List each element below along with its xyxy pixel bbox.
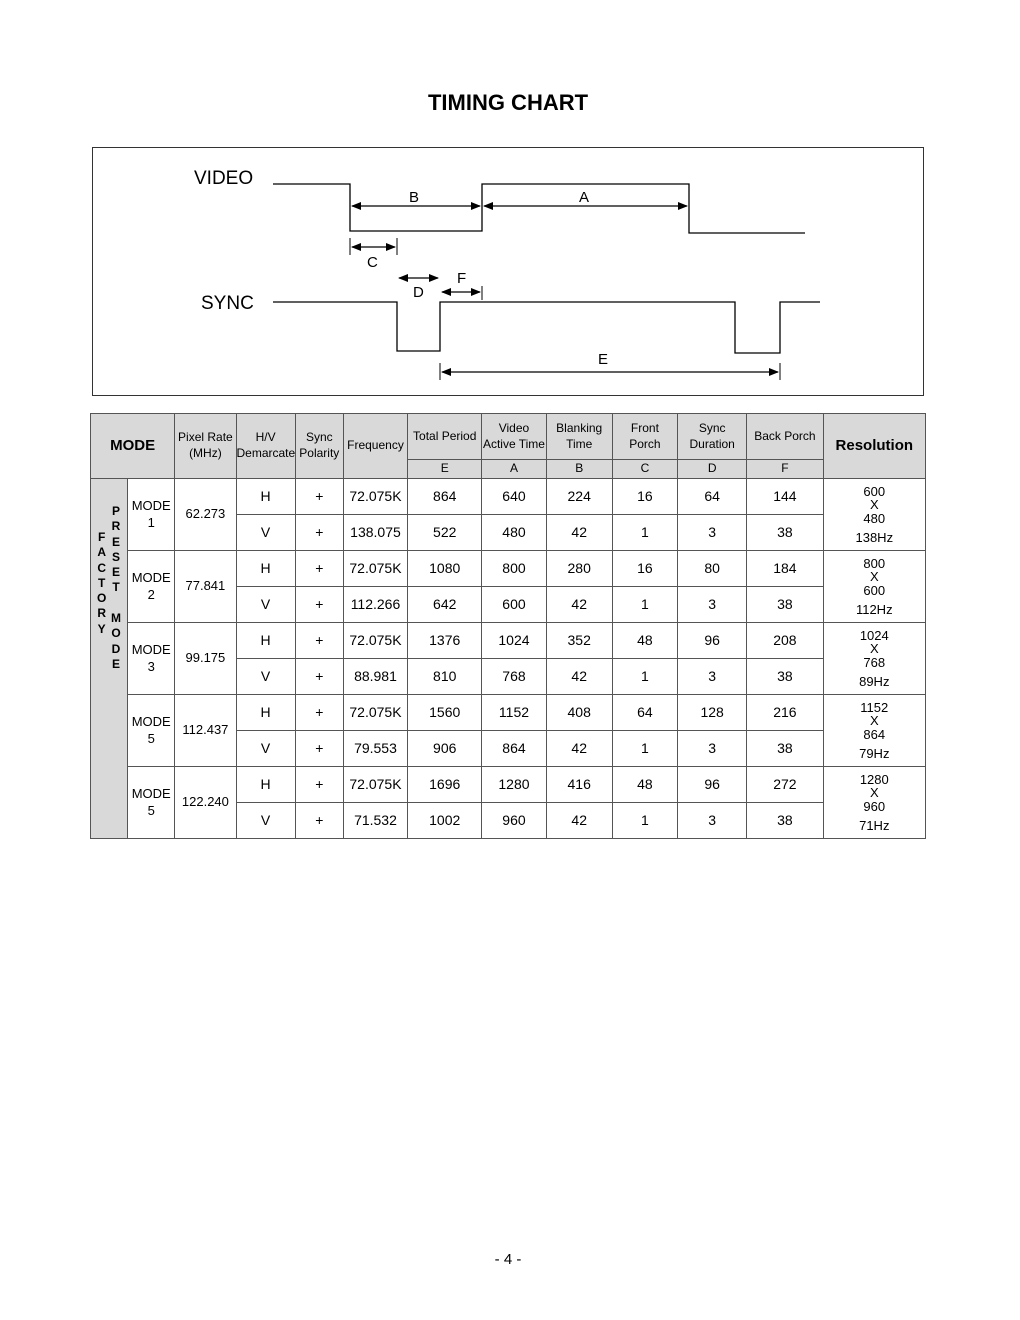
back-porch: 184: [747, 551, 823, 587]
pixel-rate: 112.437: [175, 695, 236, 767]
total-period: 642: [408, 587, 482, 623]
hv-label: H: [236, 695, 295, 731]
mode-name: MODE 5: [128, 695, 175, 767]
active-time: 1152: [482, 695, 546, 731]
front-porch: 48: [612, 623, 677, 659]
code-total: E: [408, 460, 482, 479]
front-porch: 1: [612, 731, 677, 767]
mode-name: MODE 3: [128, 623, 175, 695]
marker-f: F: [457, 270, 467, 287]
hv-label: V: [236, 731, 295, 767]
code-active: A: [482, 460, 546, 479]
sync-label: SYNC: [201, 293, 254, 314]
code-sync: D: [678, 460, 747, 479]
header-total-period: Total Period: [408, 414, 482, 460]
sync-duration: 3: [678, 803, 747, 839]
total-period: 1560: [408, 695, 482, 731]
timing-table: [90, 413, 926, 839]
back-porch: 38: [747, 587, 823, 623]
page-title: TIMING CHART: [427, 90, 589, 115]
back-porch: 144: [747, 479, 823, 515]
front-porch: 48: [612, 767, 677, 803]
blanking-time: 408: [546, 695, 612, 731]
polarity: +: [295, 515, 343, 551]
blanking-time: 352: [546, 623, 612, 659]
blanking-time: 224: [546, 479, 612, 515]
header-back-porch: Back Porch: [747, 414, 823, 460]
active-time: 768: [482, 659, 546, 695]
polarity: +: [295, 767, 343, 803]
blanking-time: 42: [546, 515, 612, 551]
sync-duration: 96: [678, 767, 747, 803]
back-porch: 38: [747, 803, 823, 839]
timing-diagram: [92, 147, 924, 396]
active-time: 640: [482, 479, 546, 515]
total-period: 522: [408, 515, 482, 551]
frequency: 72.075K: [343, 695, 407, 731]
polarity: +: [295, 803, 343, 839]
header-resolution: Resolution: [823, 414, 925, 479]
blanking-time: 42: [546, 731, 612, 767]
resolution: 1152 X 864 79Hz: [823, 695, 925, 767]
table-row: [91, 551, 926, 587]
sync-duration: 64: [678, 479, 747, 515]
sync-duration: 3: [678, 659, 747, 695]
mode-name: MODE 1: [128, 479, 175, 551]
blanking-time: 416: [546, 767, 612, 803]
blanking-time: 42: [546, 803, 612, 839]
polarity: +: [295, 623, 343, 659]
polarity: +: [295, 695, 343, 731]
header-sync-duration: Sync Duration: [678, 414, 747, 460]
resolution: 1280 X 960 71Hz: [823, 767, 925, 839]
front-porch: 1: [612, 515, 677, 551]
frequency: 72.075K: [343, 551, 407, 587]
header-mode: MODE: [91, 414, 175, 479]
marker-a: A: [579, 189, 590, 206]
header-frequency: Frequency: [343, 414, 407, 479]
polarity: +: [295, 659, 343, 695]
total-period: 864: [408, 479, 482, 515]
frequency: 112.266: [343, 587, 407, 623]
blanking-time: 42: [546, 659, 612, 695]
blanking-time: 42: [546, 587, 612, 623]
hv-label: V: [236, 803, 295, 839]
front-porch: 1: [612, 587, 677, 623]
header-sync-polarity: Sync Polarity: [295, 414, 343, 479]
resolution: 800 X 600 112Hz: [823, 551, 925, 623]
frequency: 72.075K: [343, 479, 407, 515]
active-time: 960: [482, 803, 546, 839]
marker-e: E: [598, 351, 609, 368]
video-label: VIDEO: [194, 168, 254, 189]
pixel-rate: 77.841: [175, 551, 236, 623]
pixel-rate: 122.240: [175, 767, 236, 839]
marker-c: C: [367, 254, 378, 271]
preset-mode-label: P R E S E T M O D E: [111, 504, 121, 671]
header-front-porch: Front Porch: [612, 414, 677, 460]
pixel-rate: 62.273: [175, 479, 236, 551]
back-porch: 208: [747, 623, 823, 659]
total-period: 810: [408, 659, 482, 695]
back-porch: 38: [747, 515, 823, 551]
code-front: C: [612, 460, 677, 479]
polarity: +: [295, 731, 343, 767]
active-time: 480: [482, 515, 546, 551]
sync-duration: 128: [678, 695, 747, 731]
polarity: +: [295, 551, 343, 587]
hv-label: H: [236, 767, 295, 803]
sync-duration: 96: [678, 623, 747, 659]
pixel-rate: 99.175: [175, 623, 236, 695]
blanking-time: 280: [546, 551, 612, 587]
frequency: 79.553: [343, 731, 407, 767]
active-time: 1280: [482, 767, 546, 803]
table-row: [91, 767, 926, 803]
video-waveform: [273, 184, 805, 233]
front-porch: 16: [612, 479, 677, 515]
active-time: 800: [482, 551, 546, 587]
back-porch: 272: [747, 767, 823, 803]
total-period: 1696: [408, 767, 482, 803]
sync-duration: 3: [678, 731, 747, 767]
active-time: 864: [482, 731, 546, 767]
front-porch: 16: [612, 551, 677, 587]
front-porch: 1: [612, 803, 677, 839]
resolution: 600 X 480 138Hz: [823, 479, 925, 551]
back-porch: 38: [747, 731, 823, 767]
frequency: 71.532: [343, 803, 407, 839]
hv-label: V: [236, 659, 295, 695]
code-blanking: B: [546, 460, 612, 479]
sync-duration: 80: [678, 551, 747, 587]
header-hv-demarcate: H/V Demarcate: [236, 414, 295, 479]
marker-b: B: [409, 189, 420, 206]
factory-label: F A C T O R Y: [97, 530, 107, 636]
mode-name: MODE 5: [128, 767, 175, 839]
frequency: 88.981: [343, 659, 407, 695]
header-pixel-rate: Pixel Rate (MHz): [175, 414, 236, 479]
hv-label: V: [236, 587, 295, 623]
hv-label: H: [236, 551, 295, 587]
table-row: [91, 479, 926, 515]
hv-label: H: [236, 479, 295, 515]
total-period: 906: [408, 731, 482, 767]
hv-label: V: [236, 515, 295, 551]
page-number: - 4 -: [494, 1251, 522, 1268]
resolution: 1024 X 768 89Hz: [823, 623, 925, 695]
header-blanking: Blanking Time: [546, 414, 612, 460]
code-back: F: [747, 460, 823, 479]
frequency: 72.075K: [343, 623, 407, 659]
marker-d: D: [413, 284, 424, 301]
total-period: 1376: [408, 623, 482, 659]
polarity: +: [295, 587, 343, 623]
table-row: [91, 623, 926, 659]
back-porch: 216: [747, 695, 823, 731]
back-porch: 38: [747, 659, 823, 695]
hv-label: H: [236, 623, 295, 659]
factory-preset-mode-label: [91, 479, 128, 839]
table-row: [91, 695, 926, 731]
sync-waveform: [273, 302, 820, 353]
total-period: 1002: [408, 803, 482, 839]
sync-duration: 3: [678, 587, 747, 623]
total-period: 1080: [408, 551, 482, 587]
frequency: 138.075: [343, 515, 407, 551]
mode-name: MODE 2: [128, 551, 175, 623]
header-video-active: Video Active Time: [482, 414, 546, 460]
active-time: 1024: [482, 623, 546, 659]
polarity: +: [295, 479, 343, 515]
frequency: 72.075K: [343, 767, 407, 803]
front-porch: 1: [612, 659, 677, 695]
front-porch: 64: [612, 695, 677, 731]
active-time: 600: [482, 587, 546, 623]
sync-duration: 3: [678, 515, 747, 551]
timing-waveform: [93, 148, 923, 395]
